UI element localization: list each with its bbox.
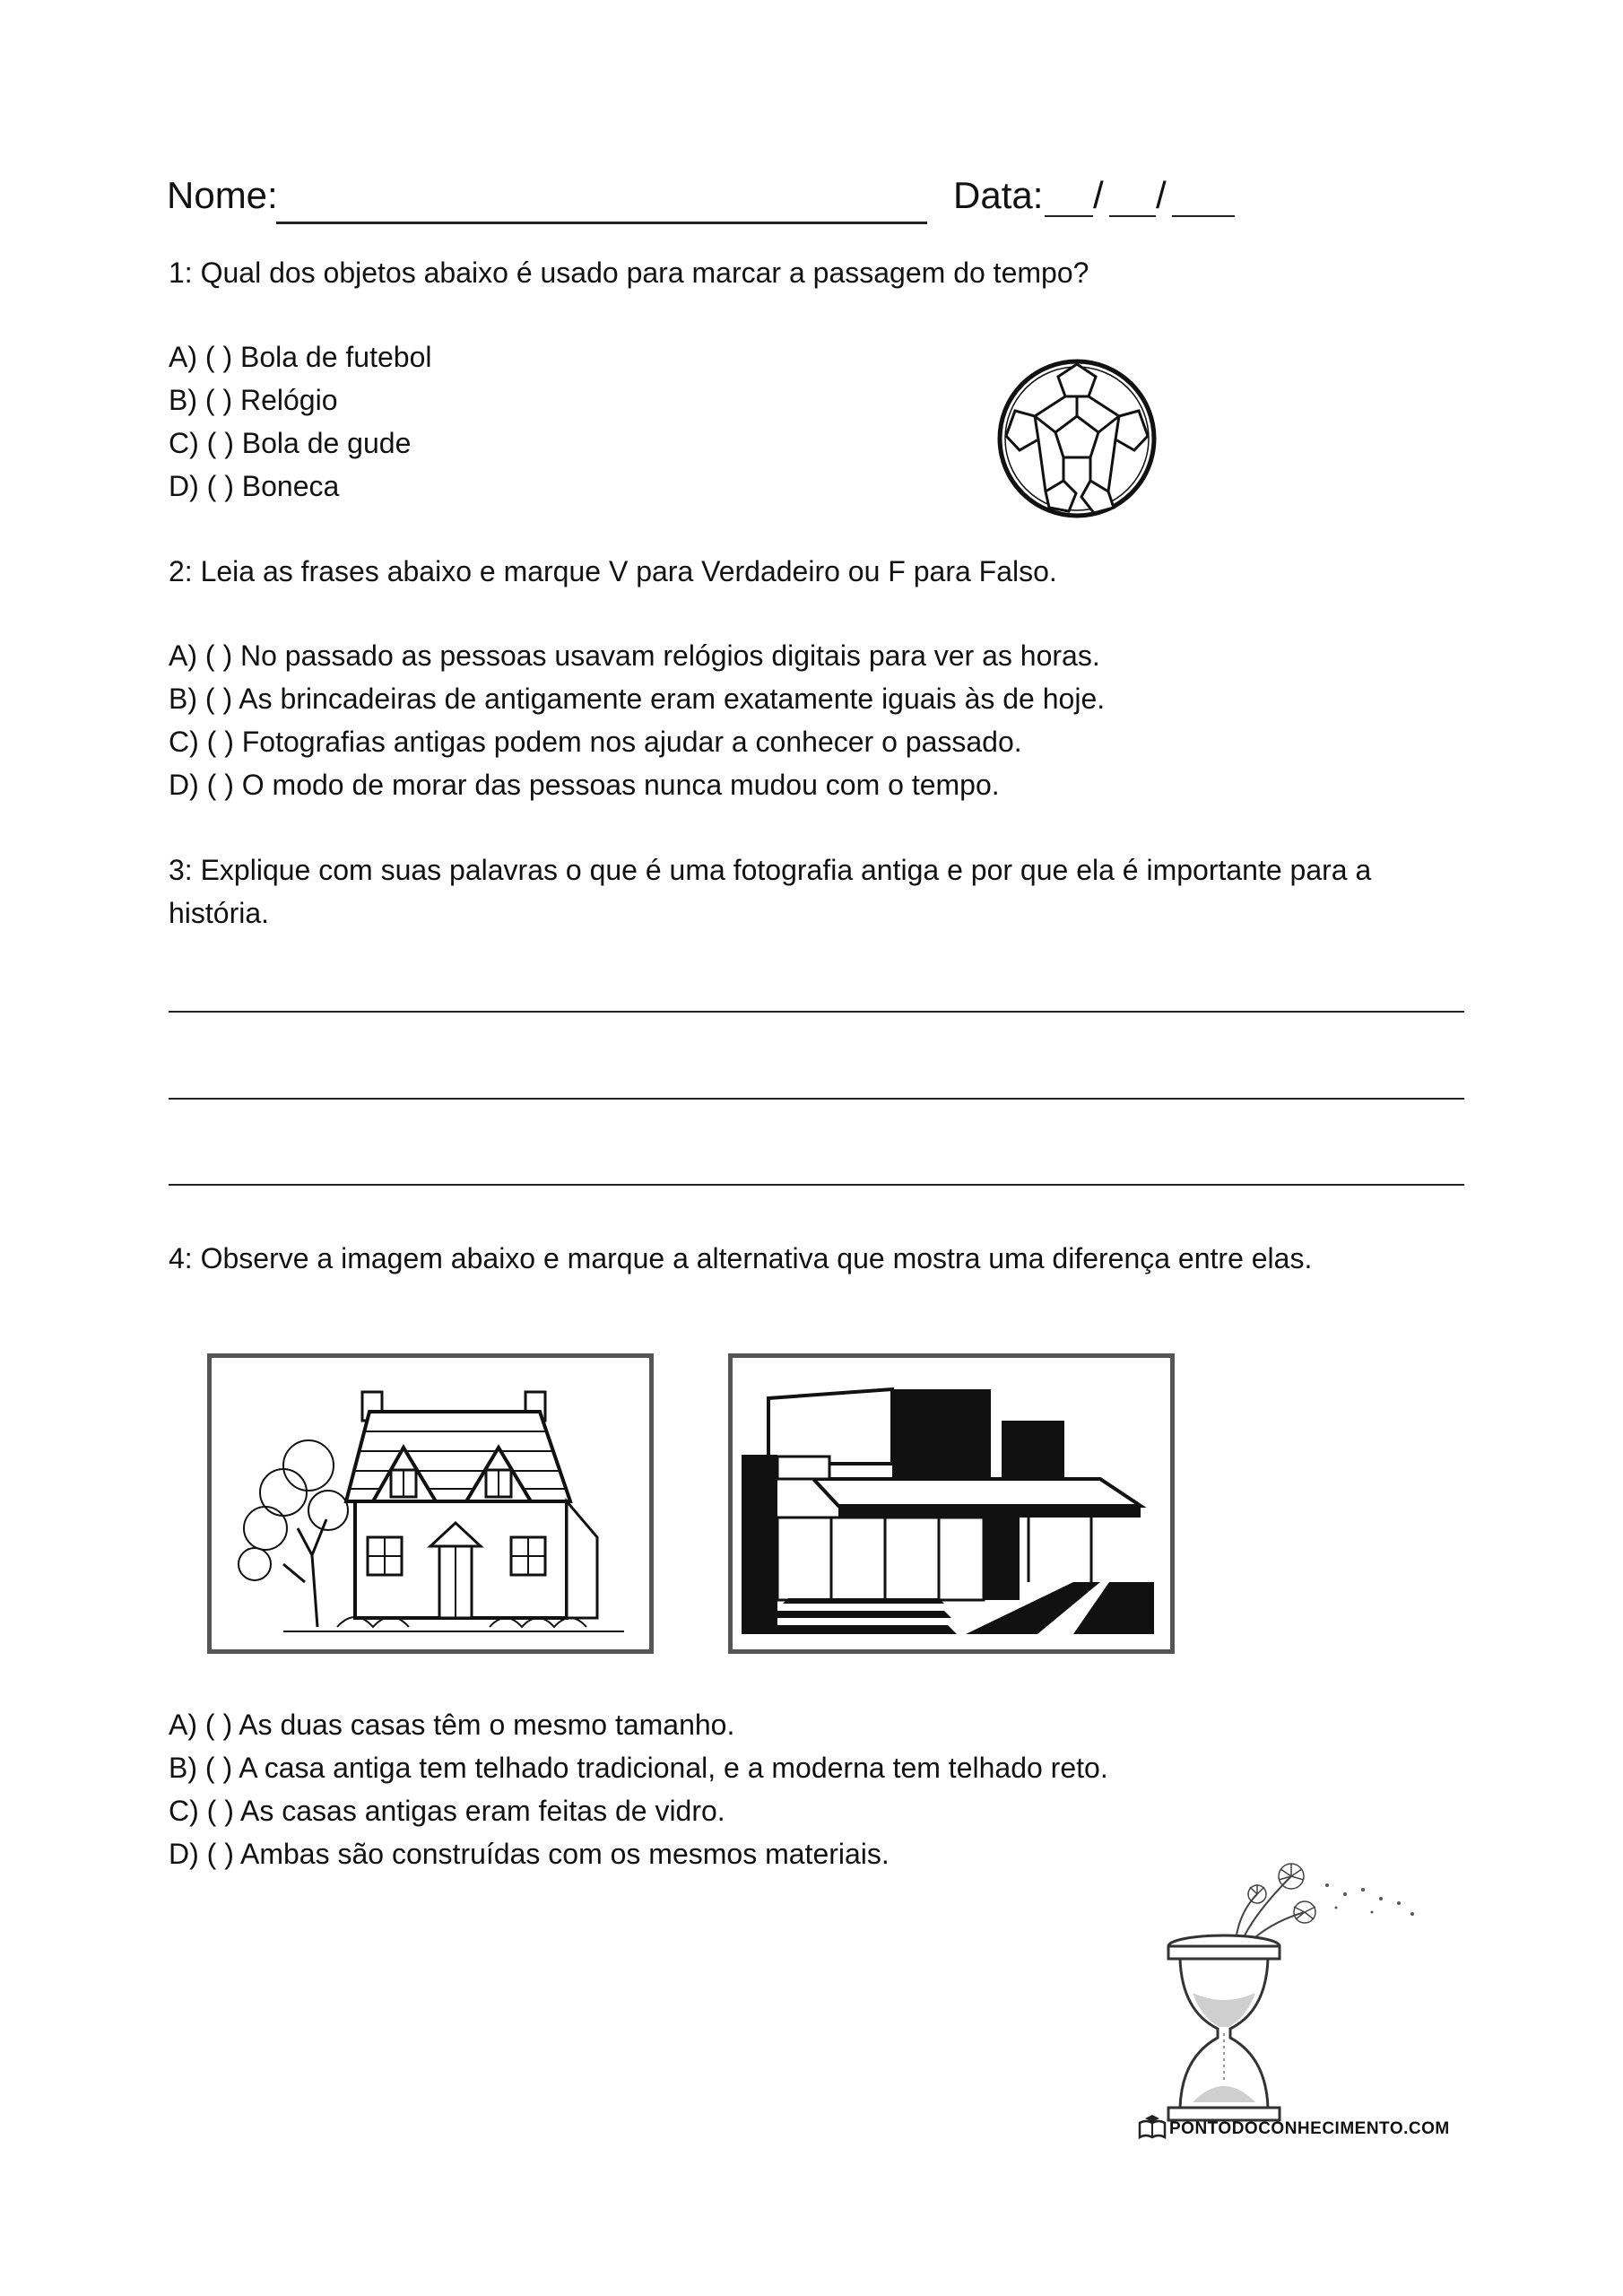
- q3-question-line-1: 3: Explique com suas palavras o que é uma fotografia antiga e por que ela é importante para a: [169, 854, 1372, 886]
- answer-line-1[interactable]: [169, 1011, 1464, 1013]
- q4-option-c[interactable]: C) ( ) As casas antigas eram feitas de vidro.: [169, 1795, 725, 1827]
- q2-option-c[interactable]: C) ( ) Fotografias antigas podem nos ajudar a conhecer o passado.: [169, 726, 1022, 758]
- modern-house-image: [728, 1353, 1175, 1654]
- site-logo-book-icon: [1137, 2114, 1167, 2141]
- q1-option-b[interactable]: B) ( ) Relógio: [169, 384, 338, 416]
- name-field-line[interactable]: [276, 222, 927, 224]
- q3-question-line-2: história.: [169, 897, 270, 929]
- q1-option-c[interactable]: C) ( ) Bola de gude: [169, 427, 412, 459]
- old-house-icon: [212, 1358, 649, 1649]
- q1-option-d[interactable]: D) ( ) Boneca: [169, 470, 340, 502]
- q4-option-b[interactable]: B) ( ) A casa antiga tem telhado tradicional, e a moderna tem telhado reto.: [169, 1752, 1108, 1784]
- date-label: Data:: [953, 174, 1044, 216]
- q4-question: 4: Observe a imagem abaixo e marque a alternativa que mostra uma diferença entre elas.: [169, 1242, 1313, 1274]
- old-house-image: [207, 1353, 654, 1654]
- q4-option-d[interactable]: D) ( ) Ambas são construídas com os mesmos materiais.: [169, 1838, 890, 1870]
- date-field[interactable]: [1045, 173, 1242, 220]
- answer-line-3[interactable]: [169, 1184, 1464, 1186]
- q2-option-b[interactable]: B) ( ) As brincadeiras de antigamente eram exatamente iguais às de hoje.: [169, 683, 1106, 715]
- q2-option-a[interactable]: A) ( ) No passado as pessoas usavam relógios digitais para ver as horas.: [169, 639, 1100, 672]
- name-label: Nome:: [167, 174, 278, 216]
- date-day-line: [1045, 215, 1093, 217]
- q4-option-a[interactable]: A) ( ) As duas casas têm o mesmo tamanho.: [169, 1709, 735, 1741]
- q1-question: 1: Qual dos objetos abaixo é usado para marcar a passagem do tempo?: [169, 257, 1089, 289]
- date-sep-1: /: [1093, 174, 1104, 216]
- answer-line-2[interactable]: [169, 1098, 1464, 1100]
- q2-question: 2: Leia as frases abaixo e marque V para Verdadeiro ou F para Falso.: [169, 555, 1057, 587]
- soccer-ball-icon: [995, 357, 1159, 520]
- date-month-line: [1109, 215, 1156, 217]
- site-url: PONTODOCONHECIMENTO.COM: [1169, 2119, 1450, 2138]
- q2-option-d[interactable]: D) ( ) O modo de morar das pessoas nunca mudou com o tempo.: [169, 769, 1000, 801]
- date-year-line: [1172, 215, 1235, 217]
- q1-option-a[interactable]: A) ( ) Bola de futebol: [169, 341, 432, 373]
- modern-house-icon: [733, 1358, 1170, 1649]
- hourglass-dandelion-icon: [1157, 1858, 1453, 2127]
- date-sep-2: /: [1156, 174, 1167, 216]
